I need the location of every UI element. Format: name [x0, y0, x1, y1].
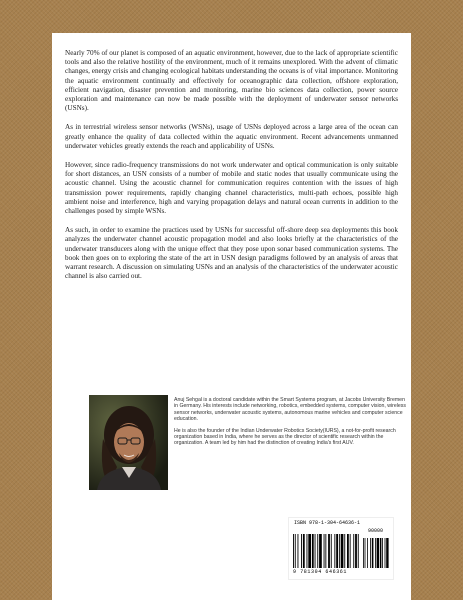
author-bio — [174, 397, 406, 452]
blurb-paragraph: Nearly 70% of our planet is composed of an aquatic environment, however, due to the lack of appropriate scientific tools and also the relative hostility of the environment, much of it remains unexplored. With the advent of climatic changes, energy crisis and changing ecological habitats understanding the oceans is of vital importance. Monitoring the aquatic environment continually and effectively for oceanographic data collection, offshore exploration, efficient navigation, disaster prevention and monitoring, marine bio sciences data collection, power source exploration and maintenance can now be made possible with the deployment of underwater sensor networks (USNs). — [65, 49, 398, 113]
back-cover-page — [52, 33, 411, 600]
price-code: 90000 — [368, 528, 384, 534]
blurb-paragraph: However, since radio-frequency transmissions do not work underwater and optical communication is only suitable for short distances, an USN consists of a number of mobile and static nodes that usually communicate using the acoustic channel. Using the acoustic channel for communication requires contention with the issues of high transmission power requirements, rapidly changing channel characteristics, multi-path echoes, possible high ambient noise and interference, high and varying propagation delays and natural ocean currents in addition to the challenges posed by simple WSNs. — [65, 161, 398, 216]
author-photo — [89, 395, 168, 490]
author-section — [89, 395, 406, 490]
blurb-paragraph: As in terrestrial wireless sensor networks (WSNs), usage of USNs deployed across a large area of the ocean can greatly enhance the quality of data collected within the aquatic environment. Recent advancements unmanned underwater vehicles greatly extends the reach and applicability of USNs. — [65, 123, 398, 150]
author-bio-paragraph: He is also the founder of the Indian Underwater Robotics Society(IURS), a not-for-profit research organization based in India, where he serves as the director of scientific research within the organization. A team led by him had the distinction of creating India's first AUV. — [174, 427, 396, 447]
author-portrait-image — [89, 395, 168, 490]
author-bio-paragraph: Anuj Sehgal is a doctoral candidate within the Smart Systems program, at Jacobs University Bremen in Germany. His interests include networking, robotics, embedded systems, computer vision, wireless sensor networks, underwater acoustic systems, autonomous marine vehicles and computer science education. — [174, 397, 406, 423]
isbn-label: ISBN 978-1-304-64636-1 — [294, 520, 361, 526]
blurb-paragraph: As such, in order to examine the practices used by USNs for successful off-shore deep sea deployments this book analyzes the underwater channel acoustic propagation model and also looks briefly at the characteristics of the underwater transducers along with the unique effect that they pose upon sonar based communication systems. The book then goes on to exploring the state of the art in USN design paradigms followed by an analysis of areas that warrant research. A discussion on simulating USNs and an analysis of the characteristics of the underwater acoustic channel is also carried out. — [65, 226, 398, 281]
isbn-barcode — [288, 517, 394, 580]
barcode-digits: 9 781304 646361 — [293, 569, 348, 575]
barcode-bars — [293, 534, 389, 569]
